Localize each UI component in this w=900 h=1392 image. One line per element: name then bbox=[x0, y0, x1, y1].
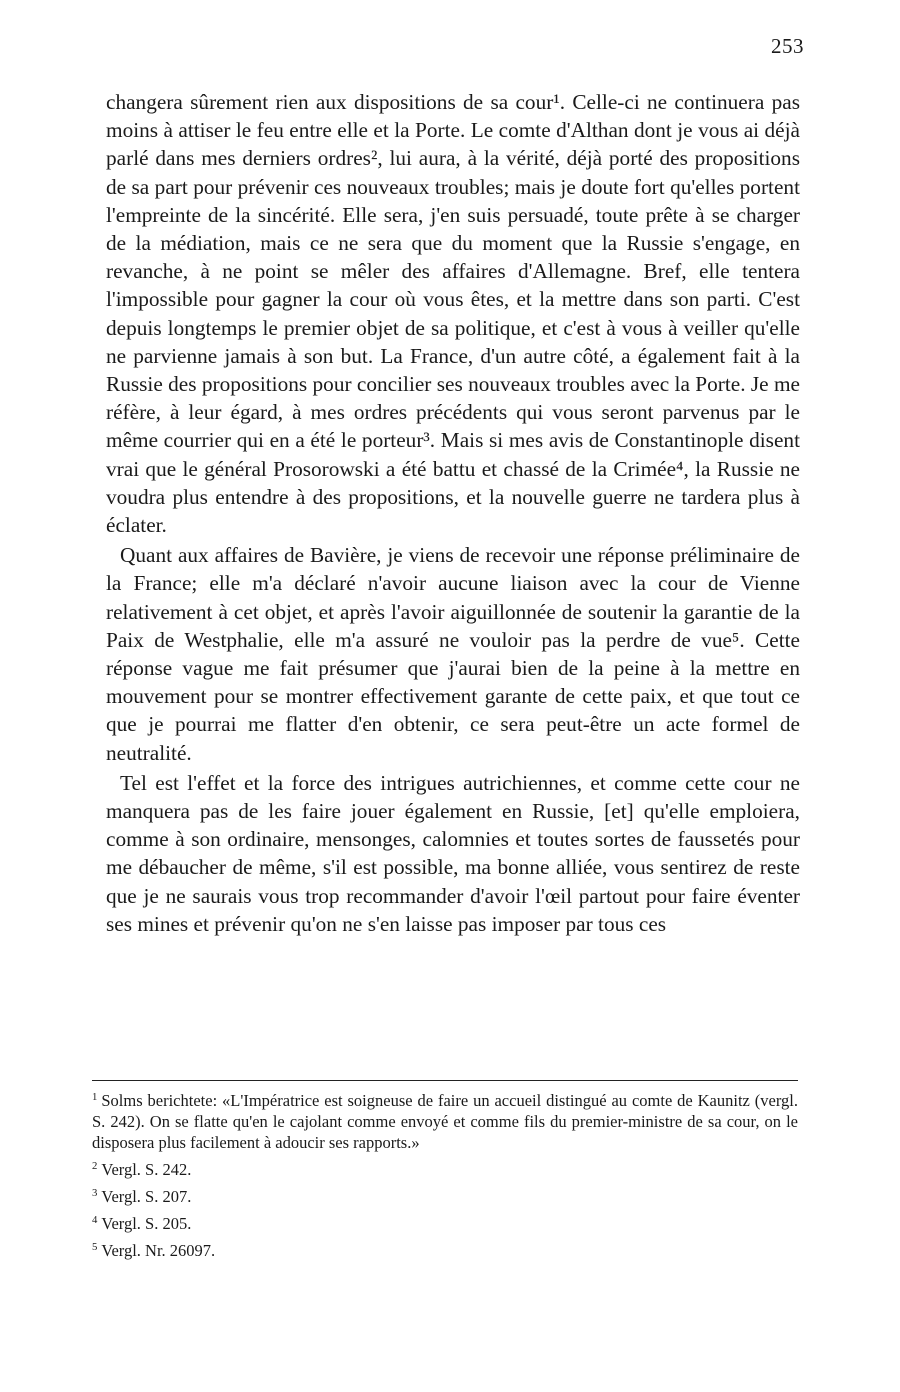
footnote-mark: 5 bbox=[92, 1240, 98, 1253]
paragraph-1: changera sûrement rien aux dispositions de sa cour¹. Celle-ci ne continuera pas moins à attiser le feu entre elle et la Porte. Le comte d'Althan dont je vous ai déjà parlé dans mes derniers ordres², lui aura, à la vérité, déjà porté des propositions de sa part pour prévenir ces nouveaux troubles; mais je doute fort qu'elles portent l'empreinte de la sincérité. Elle sera, j'en suis persuadé, toute prête à se charger de la médiation, mais ce ne sera que du moment que la Russie s'engage, en revanche, à ne point se mêler des affaires d'Allemagne. Bref, elle tentera l'impossible pour gagner la cour où vous êtes, et la mettre dans son parti. C'est depuis longtemps le premier objet de sa politique, et c'est à vous à veiller qu'elle ne parvienne jamais à son but. La France, d'un autre côté, a également fait à la Russie des propositions pour concilier ses nouveaux troubles avec la Porte. Je me réfère, à leur égard, à mes ordres précédents qui vous seront parvenus par le même courrier qui en a été le porteur³. Mais si mes avis de Constantinople disent vrai que le général Prosorowski a été battu et chassé de la Crimée⁴, la Russie ne voudra plus entendre à des propositions, et la nouvelle guerre ne tardera plus à éclater. bbox=[106, 90, 800, 538]
footnote-2 bbox=[92, 1159, 798, 1180]
footnote-5 bbox=[92, 1240, 798, 1261]
footnote-3 bbox=[92, 1186, 798, 1207]
footnote-text: Vergl. S. 205. bbox=[101, 1214, 192, 1233]
footnote-text: Solms berichtete: «L'Impératrice est soigneuse de faire un accueil distingué au comte de Kaunitz (vergl. S. 242). On se flatte qu'en le cajolant comme envoyé et comme fils du premier-ministre de sa cour, on le disposera plus facilement à adoucir ses rapports.» bbox=[92, 1091, 798, 1152]
footnote-mark: 2 bbox=[92, 1159, 98, 1172]
footnotes bbox=[92, 1090, 798, 1267]
paragraph-2: Quant aux affaires de Bavière, je viens de recevoir une réponse préliminaire de la France; elle m'a déclaré n'avoir aucune liaison avec la cour de Vienne relativement à cet objet, et après l'avoir aiguillonnée de soutenir la garantie de la Paix de Westphalie, elle m'a assuré ne vouloir pas la perdre de vue⁵. Cette réponse vague me fait présumer que j'aurai bien de la peine à la mettre en mouvement pour se montrer effectivement garante de cette paix, et que tout ce que je pourrai me flatter d'en obtenir, ce sera peut-être un acte formel de neutralité. bbox=[106, 543, 800, 765]
paragraph-3: Tel est l'effet et la force des intrigues autrichiennes, et comme cette cour ne manquera pas de les faire jouer également en Russie, [et] qu'elle emploiera, comme à son ordinaire, mensonges, calomnies et toutes sortes de faussetés pour me débaucher de même, s'il est possible, ma bonne alliée, vous sentirez de reste que je ne saurais vous trop recommander d'avoir l'œil partout pour faire éventer ses mines et prévenir qu'on ne s'en laisse pas imposer par tous ces bbox=[106, 770, 800, 936]
main-text bbox=[106, 88, 800, 938]
footnote-text: Vergl. S. 207. bbox=[101, 1187, 192, 1206]
footnote-text: Vergl. Nr. 26097. bbox=[101, 1241, 216, 1260]
footnote-divider bbox=[92, 1080, 798, 1081]
footnote-text: Vergl. S. 242. bbox=[101, 1160, 192, 1179]
footnote-1 bbox=[92, 1090, 798, 1153]
footnote-mark: 4 bbox=[92, 1213, 98, 1226]
page-number: 253 bbox=[771, 34, 804, 58]
footnote-mark: 3 bbox=[92, 1186, 98, 1199]
footnote-mark: 1 bbox=[92, 1090, 98, 1103]
footnote-4 bbox=[92, 1213, 798, 1234]
